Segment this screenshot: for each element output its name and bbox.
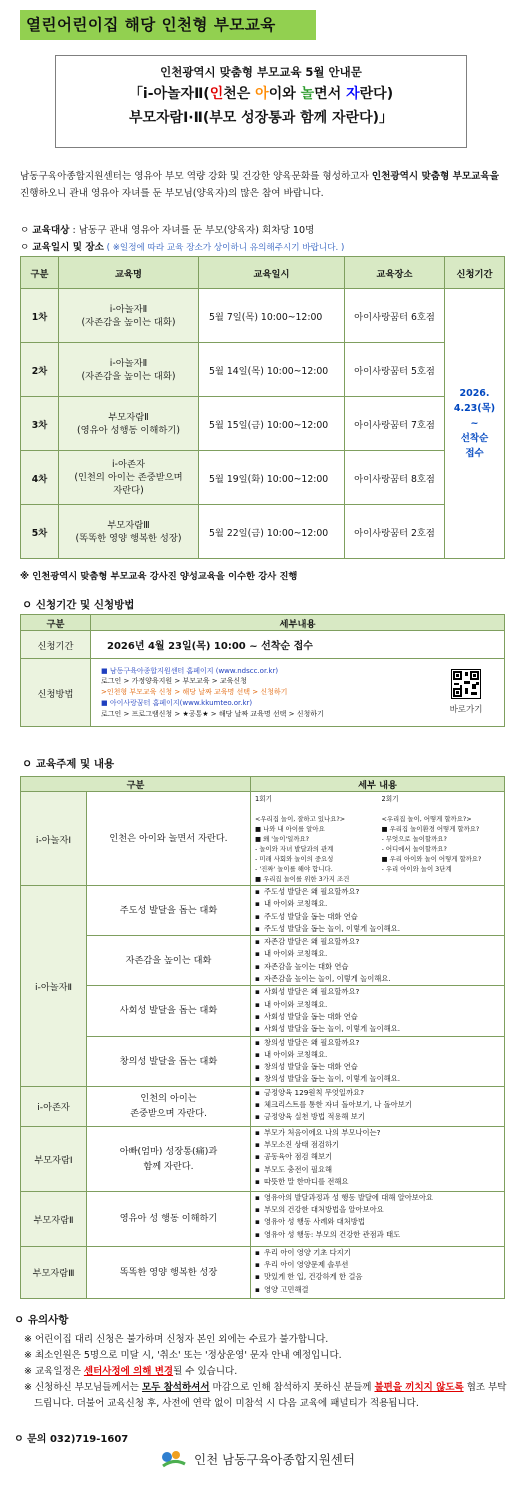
top-banner: 열린어린이집 해당 인천형 부모교육	[20, 10, 316, 40]
title-line-1: 인천광역시 맞춤형 부모교육 5월 안내문	[160, 65, 362, 79]
notice-heading: ㅇ 유의사항	[14, 1314, 69, 1326]
program-detail: ▪ 부모가 처음이에요 나의 부모나이는? ▪ 부모소진 상태 점검하기 ▪ 공동육아 점검 해보기 ▪ 부모도 충전이 필요해 ▪ 따뜻한 말 한마디를 전해요	[251, 1126, 505, 1191]
session-place: 아이사랑꿈터 8호점	[345, 451, 445, 505]
session-place: 아이사랑꿈터 2호점	[345, 505, 445, 559]
notice-item: ※ 신청하신 부모님들께서는 모두 참석하셔서 마감으로 인해 참석하지 못하신 분들께 불편을 끼치지 않도록 협조 부탁드립니다. 더불어 교육신청 후, 사전에 연락 없이 미참석 시 다음 교육에 패널티가 적용됩니다.	[24, 1382, 507, 1409]
session-datetime: 5월 19일(화) 10:00~12:00	[199, 451, 345, 505]
program-topic: 인천의 아이는 존중받으며 자란다.	[87, 1086, 251, 1126]
sched-header-when: 교육일시	[199, 257, 345, 289]
kkumteo-steps: 로그인 > 프로그램신청 > ★공통★ > 해당 날짜 교육명 선택 > 신청하기	[101, 709, 324, 718]
apply-table	[20, 614, 505, 727]
program-name: 부모자람Ⅱ	[21, 1191, 87, 1246]
session-place: 아이사랑꿈터 6호점	[345, 289, 445, 343]
notice-item: ※ 어린이집 대리 신청은 불가하며 신청자 본인 외에는 수료가 불가합니다.	[24, 1334, 329, 1345]
program-topic: 아빠(엄마) 성장통(痛)과 함께 자란다.	[87, 1126, 251, 1191]
table-row	[21, 451, 505, 505]
program-topic: 영유아 성 행동 이해하기	[87, 1191, 251, 1246]
application-period: 2026. 4.23(목) ~ 선착순 접수	[445, 289, 505, 559]
apply-header-detail: 세부내용	[91, 615, 505, 631]
apply-section-title: ㅇ 신청기간 및 신청방법	[22, 599, 135, 611]
table-row	[21, 343, 505, 397]
sched-header-num: 구분	[21, 257, 59, 289]
program-detail: ▪ 자존감 발달은 왜 필요할까요? ▪ 내 아이와 코칭해요. ▪ 자존감을 높이는 대화 연습 ▪ 자존감을 높이는 놀이, 이렇게 놀이해요.	[251, 936, 505, 986]
qr-code-icon[interactable]	[451, 669, 481, 699]
program-detail	[251, 792, 505, 886]
period-label: 신청기간	[21, 631, 91, 659]
program-topic: 인천은 아이와 놀면서 자란다.	[87, 792, 251, 886]
session-datetime: 5월 22일(금) 10:00~12:00	[199, 505, 345, 559]
target-line: ㅇ 교육대상 : 남동구 관내 영유아 자녀를 둔 부모(양육자) 회차당 10명	[20, 225, 315, 236]
center-name: 인천 남동구육아종합지원센터	[194, 1452, 355, 1467]
program-detail: ▪ 창의성 발달은 왜 필요할까요? ▪ 내 아이와 코칭해요. ▪ 창의성 발달을 돕는 대화 연습 ▪ 창의성 발달을 돕는 놀이, 이렇게 놀이해요.	[251, 1036, 505, 1086]
program-name: i-아존자	[21, 1086, 87, 1126]
session-place: 아이사랑꿈터 5호점	[345, 343, 445, 397]
instructor-footnote: ※ 인천광역시 맞춤형 부모교육 강사진 양성교육을 이수한 강사 진행	[20, 571, 298, 582]
apply-header-category: 구분	[21, 615, 91, 631]
notice-item: ※ 최소인원은 5명으로 미달 시, '취소' 또는 '정상운영' 문자 안내 예정입니다.	[24, 1350, 342, 1361]
topics-section-title: ㅇ 교육주제 및 내용	[22, 758, 115, 770]
topics-table	[20, 776, 505, 1299]
program-topic: 창의성 발달을 돕는 대화	[87, 1036, 251, 1086]
notice-section	[10, 1312, 510, 1412]
program-topic: 자존감을 높이는 대화	[87, 936, 251, 986]
notice-item: ※ 교육일정은 센터사정에 의해 변경될 수 있습니다.	[24, 1366, 238, 1377]
session-name: i-아존자 (인천의 아이는 존중받으며 자란다)	[59, 451, 199, 505]
program-topic: 주도성 발달을 돕는 대화	[87, 886, 251, 936]
title-line-3: 부모자람Ⅰ·Ⅱ(부모 성장통과 함께 자란다)」	[128, 110, 394, 126]
footer-logo	[160, 1448, 355, 1470]
table-row	[21, 397, 505, 451]
period-value: 2026년 4월 23일(목) 10:00 ~ 선착순 접수	[91, 631, 505, 659]
method-detail	[91, 659, 505, 727]
session-name: 부모자람Ⅲ (똑똑한 영양 행복한 성장)	[59, 505, 199, 559]
kkumteo-homepage-link[interactable]: ■ 아이사랑꿈터 홈페이지(www.kkumteo.or.kr)	[101, 698, 253, 707]
program-detail: ▪ 주도성 발달은 왜 필요할까요? ▪ 내 아이와 코칭해요. ▪ 주도성 발달을 돕는 대화 연습 ▪ 주도성 발달을 돕는 놀이, 이렇게 놀이해요.	[251, 886, 505, 936]
center-logo-icon	[160, 1448, 188, 1470]
program-detail: ▪ 우리 아이 영양 기초 다지기 ▪ 우리 아이 영양문제 솔루션 ▪ 맛있게 한 입, 건강하게 한 걸음 ▪ 영양 고민해결	[251, 1246, 505, 1298]
session-number: 2차	[21, 343, 59, 397]
session-2-column: 2회기 <우리집 놀이, 어떻게 할까요?> ■ 우리집 놀이환경 어떻게 할까요? - 무엇으로 놀이할까요? - 어디에서 놀이할까요? ■ 우리 아이와 놀이 어떻게 할까요? - 우리 아이와 놀이 3단계	[381, 795, 482, 873]
ndscc-homepage-link[interactable]: ■ 남동구육아종합지원센터 홈페이지 (www.ndscc.or.kr)	[101, 666, 279, 675]
program-detail: ▪ 사회성 발달은 왜 필요할까요? ▪ 내 아이와 코칭해요. ▪ 사회성 발달을 돕는 대화 연습 ▪ 사회성 발달을 돕는 놀이, 이렇게 놀이해요.	[251, 986, 505, 1036]
contact-line: ㅇ 문의 032)719-1607	[14, 1434, 129, 1445]
program-topic: 사회성 발달을 돕는 대화	[87, 986, 251, 1036]
program-name: i-아놀자Ⅱ	[21, 886, 87, 1087]
program-detail: ▪ 영유아의 발달과정과 성 행동 발달에 대해 알아보아요 ▪ 부모의 건강한 대처방법을 알아보아요 ▪ 영유아 성 행동 사례와 대처방법 ▪ 영유아 성 행동: 부모의 건강한 관점과 태도	[251, 1191, 505, 1246]
session-datetime: 5월 14일(목) 10:00~12:00	[199, 343, 345, 397]
program-topic: 똑똑한 영양 행복한 성장	[87, 1246, 251, 1298]
session-name: i-아놀자Ⅱ (자존감을 높이는 대화)	[59, 343, 199, 397]
schedule-table	[20, 256, 505, 559]
session-1-column: 1회기 <우리집 놀이, 잘하고 있나요?> ■ 나와 내 아이를 알아요 ■ 왜 '놀이'일까요? - 놀이와 자녀 발달과의 관계 - 미래 사회와 놀이의 중요성 - '진짜' 놀이를 해야 합니다. ■ 우리집 놀이를 위한 3가지 조건	[255, 795, 350, 883]
session-number: 5차	[21, 505, 59, 559]
program-detail: ▪ 긍정양육 129원칙 무엇일까요? ▪ 체크리스트를 통한 자녀 돌아보기, 나 돌아보기 ▪ 긍정양육 실천 방법 적용해 보기	[251, 1086, 505, 1126]
session-datetime: 5월 15일(금) 10:00~12:00	[199, 397, 345, 451]
qr-label: 바로가기	[449, 705, 483, 715]
when-where-line: ㅇ 교육일시 및 장소 ( ※일정에 따라 교육 장소가 상이하니 유의해주시기 바랍니다. )	[20, 242, 345, 253]
table-row	[21, 505, 505, 559]
topics-header-detail: 세부 내용	[251, 777, 505, 792]
sched-header-place: 교육장소	[345, 257, 445, 289]
session-number: 4차	[21, 451, 59, 505]
ndscc-steps-2: >인천형 부모교육 신청 > 해당 날짜 교육명 선택 > 신청하기	[101, 688, 288, 697]
ndscc-steps: 로그인 > 가정양육지원 > 부모교육 > 교육신청	[101, 677, 247, 686]
session-number: 1차	[21, 289, 59, 343]
session-name: 부모자람Ⅱ (영유아 성행동 이해하기)	[59, 397, 199, 451]
session-place: 아이사랑꿈터 7호점	[345, 397, 445, 451]
sched-header-period: 신청기간	[445, 257, 505, 289]
qr-shortcut[interactable]	[444, 669, 488, 716]
title-box	[55, 55, 467, 148]
session-datetime: 5월 7일(목) 10:00~12:00	[199, 289, 345, 343]
program-name: 부모자람Ⅰ	[21, 1126, 87, 1191]
method-label: 신청방법	[21, 659, 91, 727]
session-name: i-아놀자Ⅱ (자존감을 높이는 대화)	[59, 289, 199, 343]
intro-paragraph: 남동구육아종합지원센터는 영유아 부모 역량 강화 및 건강한 양육문화를 형성하고자 인천광역시 맞춤형 부모교육을 진행하오니 관내 영유아 자녀를 둔 부모님(양육자)의 많은 참여 바랍니다.	[20, 171, 499, 199]
topics-header-category: 구분	[21, 777, 251, 792]
program-name: i-아놀자Ⅰ	[21, 792, 87, 886]
session-number: 3차	[21, 397, 59, 451]
title-line-2: 「i-아놀자Ⅱ(인천은 아이와 놀면서 자란다)	[128, 86, 394, 102]
sched-header-name: 교육명	[59, 257, 199, 289]
program-name: 부모자람Ⅲ	[21, 1246, 87, 1298]
table-row	[21, 289, 505, 343]
